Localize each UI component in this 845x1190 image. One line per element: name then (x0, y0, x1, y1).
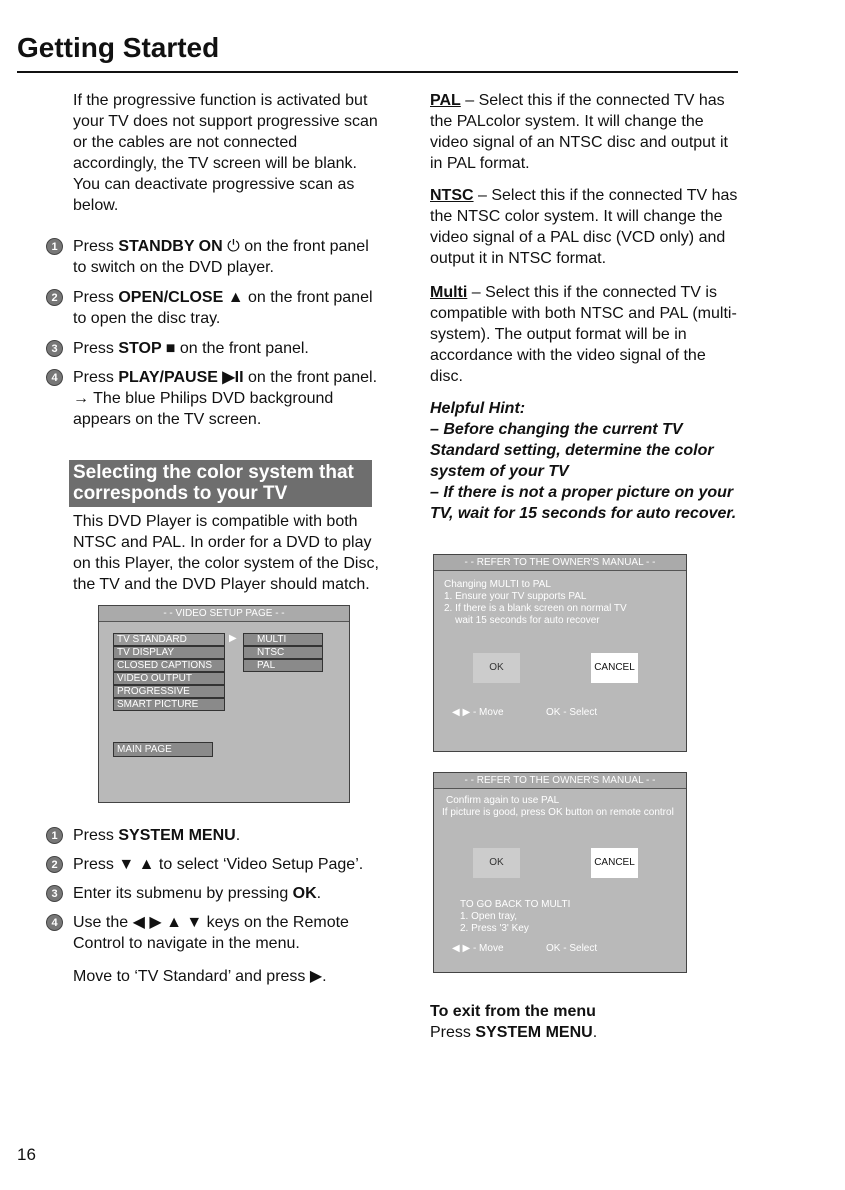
main-page-item: MAIN PAGE (113, 742, 213, 757)
step-text: Press (73, 369, 119, 386)
screen-header: - - REFER TO THE OWNER'S MANUAL - - (434, 773, 686, 789)
ok-button: OK (473, 653, 520, 683)
term: NTSC (430, 187, 474, 204)
step-3 (51, 338, 383, 359)
move-instruction: Move to ‘TV Standard’ and press ▶. (73, 968, 327, 985)
option-item: MULTI (243, 633, 323, 646)
option-item: PAL (243, 659, 323, 672)
video-setup-screen (98, 605, 350, 803)
hint-line: – If there is not a proper picture on your TV, wait for 15 seconds for auto recover. (430, 484, 737, 522)
key-name: SYSTEM MENU (475, 1024, 593, 1041)
step-number-icon: 1 (46, 238, 63, 255)
step-text: . (235, 827, 241, 844)
hint-line: – Before changing the current TV Standard setting, determine the color system of your TV (430, 421, 714, 480)
power-icon: ⏻ (222, 238, 240, 255)
step-number-icon: 2 (46, 856, 63, 873)
step-2 (51, 287, 383, 329)
step-text: . (316, 885, 322, 902)
arrow-right-icon: ▶ (229, 633, 237, 644)
exit-instructions (430, 1001, 742, 1043)
desc: – Select this if the connected TV has the PALcolor system. It will change the video signal of an NTSC disc and output it in PAL format. (430, 92, 728, 172)
step-b-3 (51, 883, 383, 904)
step-text: Enter its submenu by pressing (73, 885, 293, 902)
step-b-2 (51, 854, 383, 875)
line: Confirm again to use PAL (446, 795, 560, 806)
step-1 (51, 236, 383, 278)
section-body: This DVD Player is compatible with both NTSC and PAL. In order for a DVD to play on this Player, the color system of the Disc, the TV and the DVD Player should match. (73, 513, 379, 593)
step-text: on the front panel. (243, 369, 378, 386)
term: Multi (430, 284, 468, 301)
menu-item: VIDEO OUTPUT (113, 672, 225, 685)
confirm-screen-1 (433, 554, 687, 752)
step-number-icon: 2 (46, 289, 63, 306)
step-result: → The blue Philips DVD background appears on the TV screen. (73, 390, 334, 428)
term: PAL (430, 92, 461, 109)
exit-text: . (592, 1024, 598, 1041)
step-text: on the front panel. (175, 340, 309, 357)
line: Changing MULTI to PAL (444, 579, 551, 590)
line: 1. Ensure your TV supports PAL (444, 591, 587, 602)
menu-item: SMART PICTURE (113, 698, 225, 711)
confirm-screen-2 (433, 772, 687, 973)
step-b-4 (51, 912, 383, 954)
step-text: Use the ◀ ▶ ▲ ▼ keys on the Remote Control to navigate in the menu. (73, 914, 349, 952)
key-name: OK (292, 885, 317, 902)
desc: – Select this if the connected TV is compatible with both NTSC and PAL (multi-system). The output format will be in accordance with the video signal of the disc. (430, 284, 737, 385)
ntsc-description (430, 185, 742, 269)
step-number-icon: 1 (46, 827, 63, 844)
cancel-button: CANCEL (591, 653, 638, 683)
step-text: Press (73, 289, 119, 306)
key-name: SYSTEM MENU (118, 827, 236, 844)
screen-header: - - VIDEO SETUP PAGE - - (99, 606, 349, 622)
menu-item: TV STANDARD (113, 633, 225, 646)
desc: – Select this if the connected TV has the NTSC color system. It will change the video signal of a PAL disc (VCD only) and output it in NTSC format. (430, 187, 738, 267)
section-heading: Selecting the color system that corresponds to your TV (69, 460, 372, 507)
step-number-icon: 4 (46, 369, 63, 386)
step-number-icon: 3 (46, 340, 63, 357)
page-number: 16 (17, 1145, 36, 1164)
screen-header: - - REFER TO THE OWNER'S MANUAL - - (434, 555, 686, 571)
menu-item: PROGRESSIVE (113, 685, 225, 698)
step-text: Press (73, 238, 119, 255)
title-rule (17, 71, 738, 73)
screen-message (442, 795, 682, 819)
line: TO GO BACK TO MULTI (460, 899, 571, 910)
hint-title: Helpful Hint: (430, 400, 526, 417)
intro-text: If the progressive function is activated but your TV does not support progressive scan or the cables are not connected accordingly, the TV screen will be blank. You can deactivate progressive scan as below. (73, 92, 378, 214)
right-column (430, 90, 742, 1043)
left-column (51, 90, 385, 987)
step-text: Press (73, 340, 119, 357)
option-item: NTSC (243, 646, 323, 659)
ok-button: OK (473, 848, 520, 878)
multi-description (430, 282, 742, 387)
line: 1. Open tray, (460, 911, 518, 922)
line: wait 15 seconds for auto recover (444, 615, 600, 626)
step-text: on the front panel to open the disc tray. (73, 289, 373, 327)
cancel-button: CANCEL (591, 848, 638, 878)
exit-title: To exit from the menu (430, 1003, 596, 1020)
step-4 (51, 367, 383, 430)
menu-item: CLOSED CAPTIONS (113, 659, 225, 672)
line: 2. Press '3' Key (460, 923, 529, 934)
step-text: on the front panel to switch on the DVD player. (73, 238, 369, 276)
select-hint: OK - Select (546, 707, 598, 718)
step-text: Press (73, 827, 119, 844)
step-number-icon: 4 (46, 914, 63, 931)
line: If picture is good, press OK button on remote control (442, 807, 674, 818)
key-name: OPEN/CLOSE ▲ (118, 289, 244, 306)
move-hint: ◀ ▶ - Move (452, 707, 504, 718)
go-back-instructions (460, 899, 570, 935)
helpful-hint (430, 398, 742, 524)
select-hint: OK - Select (546, 943, 598, 954)
page-title: Getting Started (17, 32, 220, 63)
exit-text: Press (430, 1024, 476, 1041)
line: 2. If there is a blank screen on normal TV (444, 603, 627, 614)
key-name: STOP ■ (118, 340, 176, 357)
step-number-icon: 3 (46, 885, 63, 902)
step-b-1 (51, 825, 383, 846)
key-name: STANDBY ON (118, 238, 223, 255)
key-name: PLAY/PAUSE ▶II (118, 369, 244, 386)
screen-message (444, 579, 680, 627)
pal-description (430, 90, 742, 174)
menu-item: TV DISPLAY (113, 646, 225, 659)
move-hint: ◀ ▶ - Move (452, 943, 504, 954)
step-text: Press ▼ ▲ to select ‘Video Setup Page’. (73, 856, 364, 873)
